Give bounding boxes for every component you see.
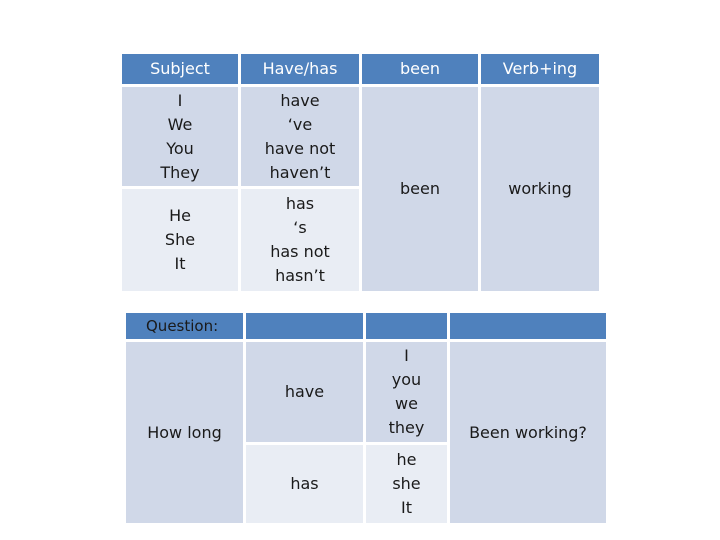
- subject-they: They: [160, 162, 200, 182]
- q-aux-have-cell: [246, 342, 363, 442]
- aux-has-cell: [241, 189, 359, 291]
- subject-singular-cell: [122, 189, 238, 291]
- aux-has: has: [285, 194, 315, 213]
- header-been-label: been: [400, 59, 440, 78]
- aux-havent: haven’t: [269, 162, 331, 182]
- header-subject: [122, 54, 238, 84]
- answer-text: Been working?: [469, 422, 587, 442]
- q-subject-i: I: [404, 346, 409, 365]
- header-subject-label: Subject: [150, 59, 210, 78]
- subject-you: You: [166, 138, 194, 158]
- aux-ve: ‘ve: [287, 114, 313, 134]
- aux-has-not: has not: [270, 242, 330, 261]
- how-long-text: How long: [147, 422, 222, 442]
- question-header: [126, 313, 243, 339]
- question-header-col2: [246, 313, 363, 339]
- header-been: [362, 54, 478, 84]
- aux-have-cell: [241, 87, 359, 186]
- q-subject-you: you: [391, 370, 422, 389]
- subject-it: It: [174, 254, 186, 273]
- q-subject-they: they: [388, 418, 425, 437]
- header-verb-ing: [481, 54, 599, 84]
- header-have-has-label: Have/has: [262, 59, 338, 78]
- subject-she: She: [164, 230, 196, 249]
- question-header-col4: [450, 313, 606, 339]
- q-subject-she: she: [392, 474, 421, 493]
- aux-have-not: have not: [264, 138, 336, 158]
- answer-cell: [450, 342, 606, 523]
- question-header-col3: [366, 313, 447, 339]
- been-cell: [362, 87, 478, 291]
- subject-we: We: [167, 114, 193, 134]
- subject-i: I: [177, 90, 183, 110]
- verb-ing-value: working: [508, 179, 572, 198]
- q-aux-have: have: [284, 382, 325, 401]
- q-subject-he: he: [396, 450, 417, 469]
- aux-have: have: [280, 90, 320, 110]
- question-header-label: Question:: [146, 317, 219, 335]
- subject-he: He: [169, 206, 191, 225]
- q-aux-has: has: [290, 474, 319, 493]
- header-verb-ing-label: Verb+ing: [502, 59, 578, 78]
- subject-plural-cell: [122, 87, 238, 186]
- aux-hasnt: hasn’t: [275, 266, 325, 285]
- q-subject-we: we: [395, 394, 418, 413]
- how-long-cell: [126, 342, 243, 523]
- header-have-has: [241, 54, 359, 84]
- q-aux-has-cell: [246, 445, 363, 523]
- q-subjects-plural-cell: [366, 342, 447, 442]
- q-subjects-singular-cell: [366, 445, 447, 523]
- been-value: been: [400, 179, 440, 198]
- q-subject-it: It: [401, 498, 412, 517]
- verb-ing-cell: [481, 87, 599, 291]
- aux-s: ‘s: [293, 218, 307, 237]
